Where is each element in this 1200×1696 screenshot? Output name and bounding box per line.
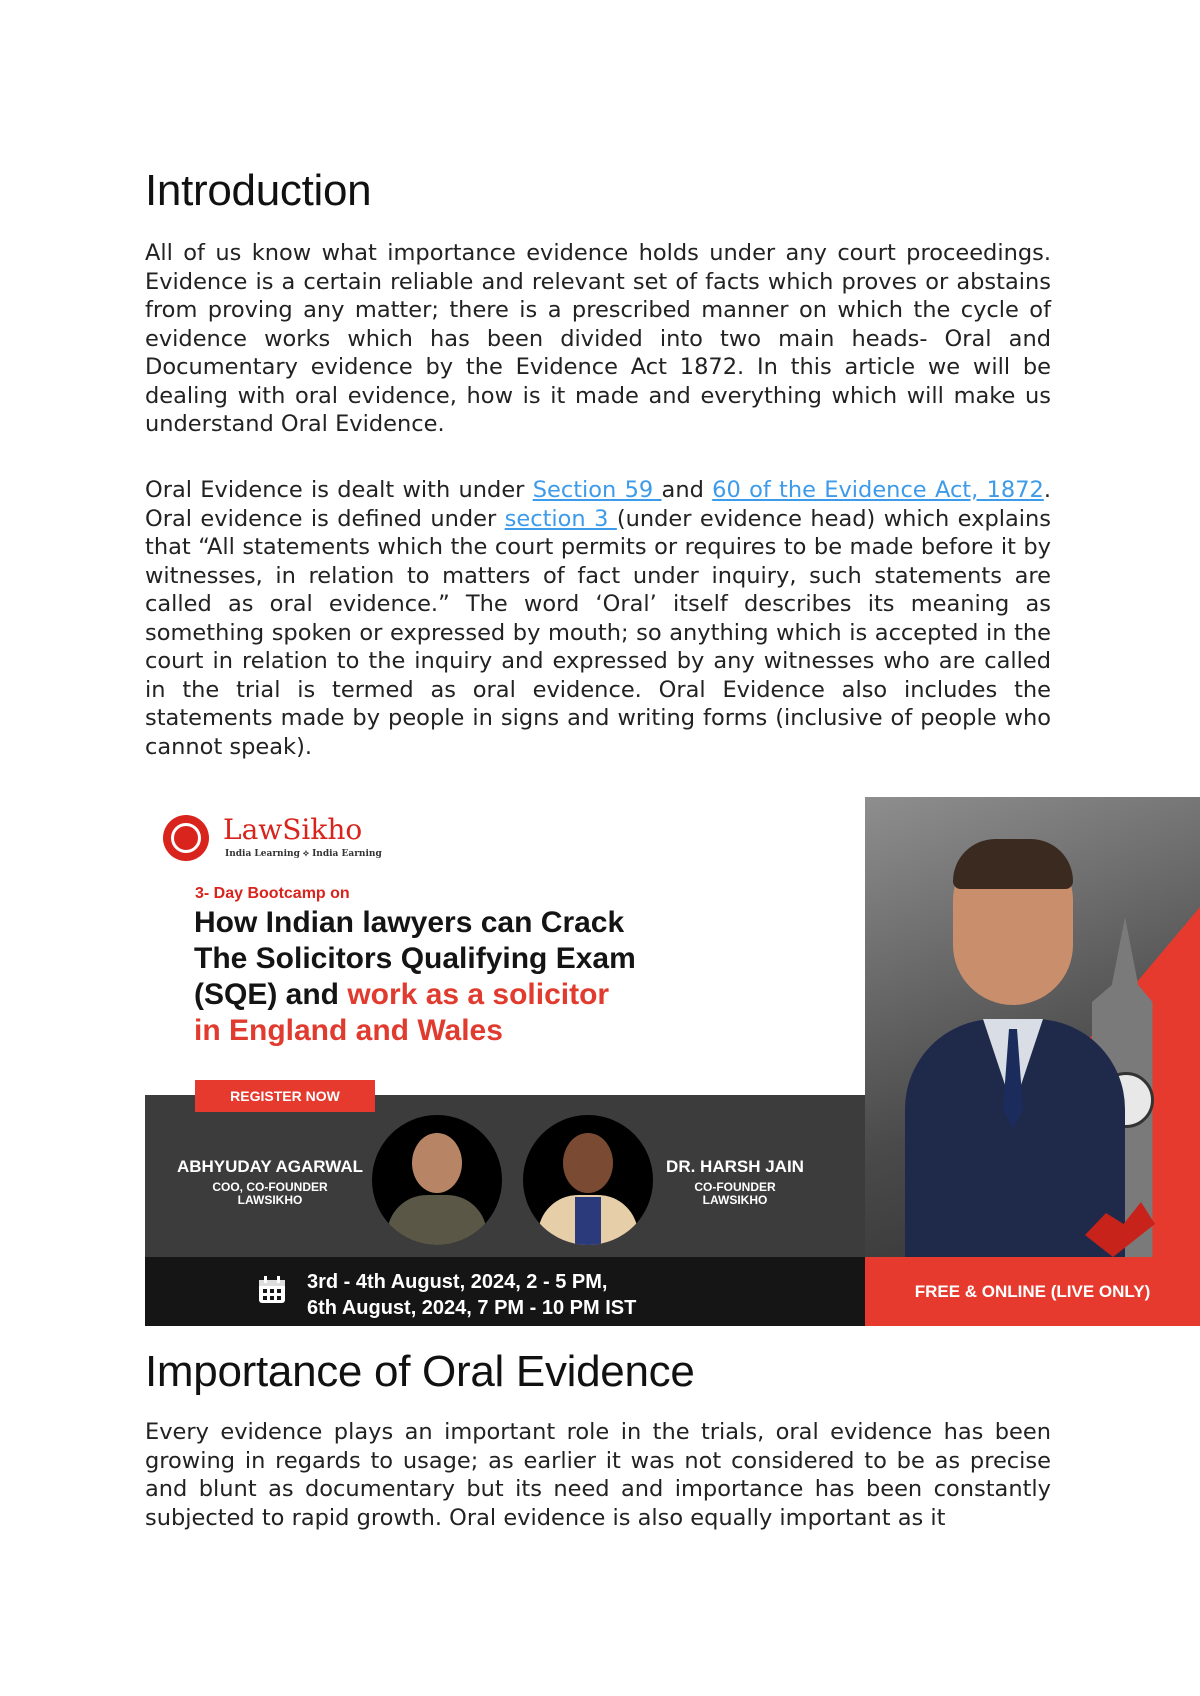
headline-line: How Indian lawyers can Crack: [194, 906, 625, 939]
speaker2-role-line: CO-FOUNDER: [694, 1180, 776, 1194]
bootcamp-kicker: 3- Day Bootcamp on: [195, 885, 350, 902]
headline-line: in England and Wales: [194, 1014, 503, 1047]
text-segment: . Oral evidence is defined under: [145, 477, 1051, 532]
free-online-badge: FREE & ONLINE (LIVE ONLY): [865, 1257, 1200, 1326]
link-section-60-evidence-act[interactable]: 60 of the Evidence Act, 1872: [712, 477, 1044, 503]
link-section-59[interactable]: Section 59: [532, 477, 662, 503]
speaker1-role-line: COO, CO-FOUNDER: [212, 1180, 328, 1194]
event-dates: [307, 1269, 636, 1321]
paragraph-intro: All of us know what importance evidence holds under any court proceedings. Evidence is a certain reliable and relevant set of facts which proves or abstains from proving any matter; there is a prescribed manner on which the cycle of evidence works which has been divided into two main heads- Oral and Documentary evidence by the Evidence Act 1872. In this article we will be dealing with oral evidence, how is it made and everything which will make us understand Oral Evidence.: [145, 240, 1051, 437]
brand-name: LawSikho: [223, 813, 363, 846]
calendar-icon: [257, 1275, 287, 1305]
link-section-3[interactable]: section 3: [504, 505, 617, 532]
speaker2-role-line: LAWSIKHO: [702, 1193, 768, 1207]
man-hair: [953, 839, 1073, 889]
headline-line: The Solicitors Qualifying Exam: [194, 942, 636, 975]
event-date-line: 6th August, 2024, 7 PM - 10 PM IST: [307, 1297, 637, 1319]
text-segment: Oral Evidence is dealt with under: [145, 477, 533, 503]
speaker1-role-line: LAWSIKHO: [237, 1193, 303, 1207]
speaker2-avatar: [523, 1115, 653, 1245]
headline-segment: (SQE) and: [194, 978, 348, 1011]
text-segment: and: [661, 477, 713, 503]
heading-introduction: Introduction: [145, 166, 372, 215]
bootcamp-headline: [194, 905, 754, 1049]
speaker1-role: [175, 1181, 365, 1207]
paragraph-importance: Every evidence plays an important role in the trials, oral evidence has been growing in regards to usage; as earlier it was not considered to be as precise and blunt as documentary but its need and importance has been constantly subjected to rapid growth. Oral evidence is also equally important as it: [145, 1419, 1051, 1531]
bootcamp-banner[interactable]: [145, 797, 1200, 1326]
speaker2-role: [655, 1181, 815, 1207]
speaker1-name: ABHYUDAY AGARWAL: [176, 1157, 364, 1176]
speaker1-avatar: [372, 1115, 502, 1245]
text-segment: (under evidence head) which explains that “All statements which the court permits or requires to be made before it by witnesses, in relation to matters of fact under inquiry, such statements are called as oral evidence.” The word ‘Oral’ itself describes its meaning as something spoken or expressed by mouth; so anything which is accepted in the court in relation to the inquiry and expressed by any witnesses who are called in the trial is termed as oral evidence. Oral Evidence also includes the statements made by people in signs and writing forms (inclusive of people who cannot speak).: [145, 505, 1052, 760]
register-now-button[interactable]: REGISTER NOW: [195, 1080, 375, 1112]
lawsikho-logo-icon: [163, 815, 209, 861]
event-date-line: 3rd - 4th August, 2024, 2 - 5 PM,: [307, 1271, 608, 1293]
heading-importance: Importance of Oral Evidence: [145, 1347, 695, 1396]
speaker2-name: DR. HARSH JAIN: [666, 1157, 804, 1176]
brand-tagline: India Learning ⟡ India Earning: [225, 849, 382, 859]
headline-line: [194, 977, 754, 1013]
headline-segment-red: work as a solicitor: [347, 978, 610, 1011]
paragraph-oral-evidence: [145, 476, 1051, 761]
